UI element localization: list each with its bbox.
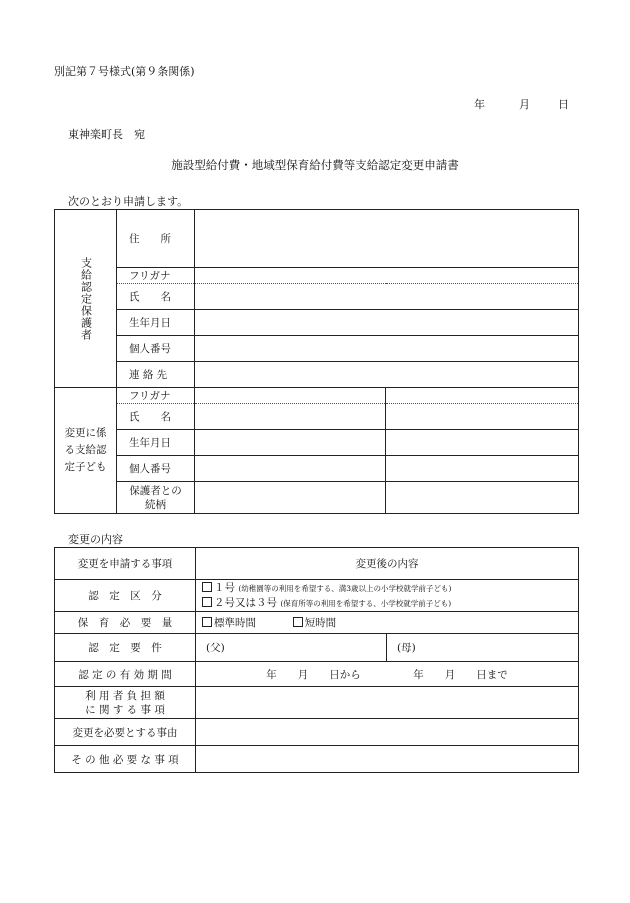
burden-field[interactable]: [196, 687, 579, 719]
checkbox-icon[interactable]: [202, 617, 212, 627]
row-category-label: 認 定 区 分: [55, 580, 196, 612]
requirement-mother-field[interactable]: (母): [387, 634, 579, 662]
child1-birthdate-field[interactable]: [195, 430, 386, 456]
other-field[interactable]: [196, 746, 579, 773]
applicant-personal-number-label: 個人番号: [117, 336, 195, 362]
checkbox-icon[interactable]: [202, 597, 212, 607]
date-day: 日: [558, 98, 569, 111]
applicant-personal-number-field[interactable]: [195, 336, 579, 362]
period-field[interactable]: 年 月 日から 年 月 日まで: [196, 662, 579, 687]
col-header-content: 変更後の内容: [196, 548, 579, 580]
row-period-label: 認 定 の 有 効 期 間: [55, 662, 196, 687]
applicant-name-label: 氏 名: [117, 284, 195, 310]
document-title: 施設型給付費・地域型保育給付費等支給認定変更申請書: [171, 158, 459, 172]
child-relation-label: 保護者との 続柄: [117, 482, 195, 514]
checkbox-icon[interactable]: [293, 617, 303, 627]
child1-name-field[interactable]: [195, 404, 386, 430]
reason-field[interactable]: [196, 719, 579, 746]
intro-text: 次のとおり申請します。: [68, 195, 189, 208]
changes-table: [54, 547, 579, 773]
need-option-short[interactable]: 短時間: [293, 617, 337, 629]
address-label: 住 所: [117, 210, 195, 268]
row-other-label: そ の 他 必 要 な 事 項: [55, 746, 196, 773]
date-year: 年: [474, 98, 485, 111]
child-furigana-label: フリガナ: [117, 388, 195, 404]
child2-birthdate-field[interactable]: [386, 430, 579, 456]
requirement-father-field[interactable]: (父): [196, 634, 387, 662]
child1-personal-number-field[interactable]: [195, 456, 386, 482]
child-birthdate-label: 生年月日: [117, 430, 195, 456]
row-reason-label: 変更を必要とする事由: [55, 719, 196, 746]
row-need-label: 保 育 必 要 量: [55, 612, 196, 634]
checkbox-icon[interactable]: [202, 582, 212, 592]
need-option-standard[interactable]: 標準時間: [202, 617, 256, 629]
child2-relation-field[interactable]: [386, 482, 579, 514]
category-option-2[interactable]: ２号又は３号 (保育所等の利用を希望する、小学校就学前子ども): [202, 596, 578, 611]
applicant-name-field[interactable]: [195, 284, 579, 310]
row-burden-label: 利 用 者 負 担 額 に 関 す る 事 項: [55, 687, 196, 719]
address-field[interactable]: [195, 210, 579, 268]
form-number-label: 別記第７号様式(第９条関係): [54, 65, 195, 78]
child-personal-number-label: 個人番号: [117, 456, 195, 482]
applicant-contact-label: 連 絡 先: [117, 362, 195, 388]
child1-relation-field[interactable]: [195, 482, 386, 514]
category-options: [196, 580, 579, 612]
changes-section-title: 変更の内容: [68, 533, 123, 546]
col-header-item: 変更を申請する事項: [55, 548, 196, 580]
applicant-section-label: 支給認定保護者: [55, 210, 117, 388]
date-month: 月: [519, 98, 530, 111]
need-options: [196, 612, 579, 634]
child-name-label: 氏 名: [117, 404, 195, 430]
applicant-child-table: [54, 209, 579, 514]
applicant-furigana-label: フリガナ: [117, 268, 195, 284]
applicant-furigana-field[interactable]: [195, 268, 579, 284]
row-requirement-label: 認 定 要 件: [55, 634, 196, 662]
child2-furigana-field[interactable]: [386, 388, 579, 404]
category-option-1[interactable]: １号 (幼稚園等の利用を希望する、満3歳以上の小学校就学前子ども): [202, 581, 578, 596]
applicant-contact-field[interactable]: [195, 362, 579, 388]
applicant-birthdate-field[interactable]: [195, 310, 579, 336]
child-section-label: 変更に係 る支給認 定子ども: [55, 388, 117, 514]
addressee: 東神楽町長 宛: [68, 128, 145, 141]
applicant-birthdate-label: 生年月日: [117, 310, 195, 336]
child2-personal-number-field[interactable]: [386, 456, 579, 482]
child1-furigana-field[interactable]: [195, 388, 386, 404]
date-line: [474, 96, 569, 112]
child2-name-field[interactable]: [386, 404, 579, 430]
